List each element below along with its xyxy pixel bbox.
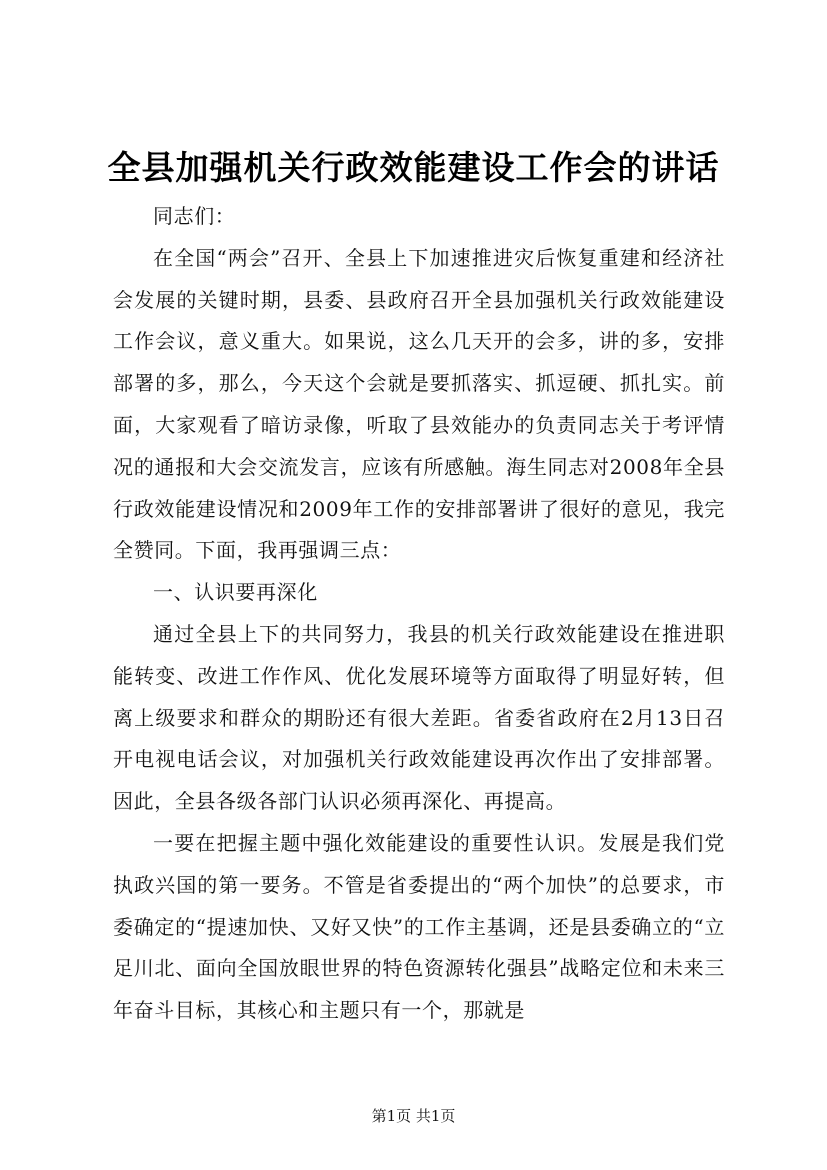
body-paragraph: 通过全县上下的共同努力，我县的机关行政效能建设在推进职能转变、改进工作作风、优化发展环境等方面取得了明显好转，但离上级要求和群众的期盼还有很大差距。省委省政府在2月13日召开电视电话会议，对加强机关行政效能建设再次作出了安排部署。因此，全县各级各部门认识必须再深化、再提高。 <box>113 621 725 814</box>
document-title: 全县加强机关行政效能建设工作会的讲话 <box>107 148 720 187</box>
section-heading: 一、认识要再深化 <box>153 580 318 605</box>
salutation-paragraph: 同志们： <box>153 204 236 228</box>
body-paragraph: 一要在把握主题中强化效能建设的重要性认识。发展是我们党执政兴国的第一要务。不管是省委提出的“两个加快”的总要求，市委确定的“提速加快、又好又快”的工作主基调，还是县委确立的“立足川北、面向全国放眼世界的特色资源转化强县”战略定位和未来三年奋斗目标，其核心和主题只有一个，那就是 <box>113 830 725 1023</box>
page-number-footer: 第1页 共1页 <box>371 1107 456 1125</box>
document-body <box>113 196 725 1032</box>
intro-paragraph: 在全国“两会”召开、全县上下加速推进灾后恢复重建和经济社会发展的关键时期，县委、县政府召开全县加强机关行政效能建设工作会议，意义重大。如果说，这么几天开的会多，讲的多，安排部署的多，那么，今天这个会就是要抓落实、抓逗硬、抓扎实。前面，大家观看了暗访录像，听取了县效能办的负责同志关于考评情况的通报和大会交流发言，应该有所感触。海生同志对2008年全县行政效能建设情况和2009年工作的安排部署讲了很好的意见，我完全赞同。下面，我再强调三点： <box>113 245 725 563</box>
